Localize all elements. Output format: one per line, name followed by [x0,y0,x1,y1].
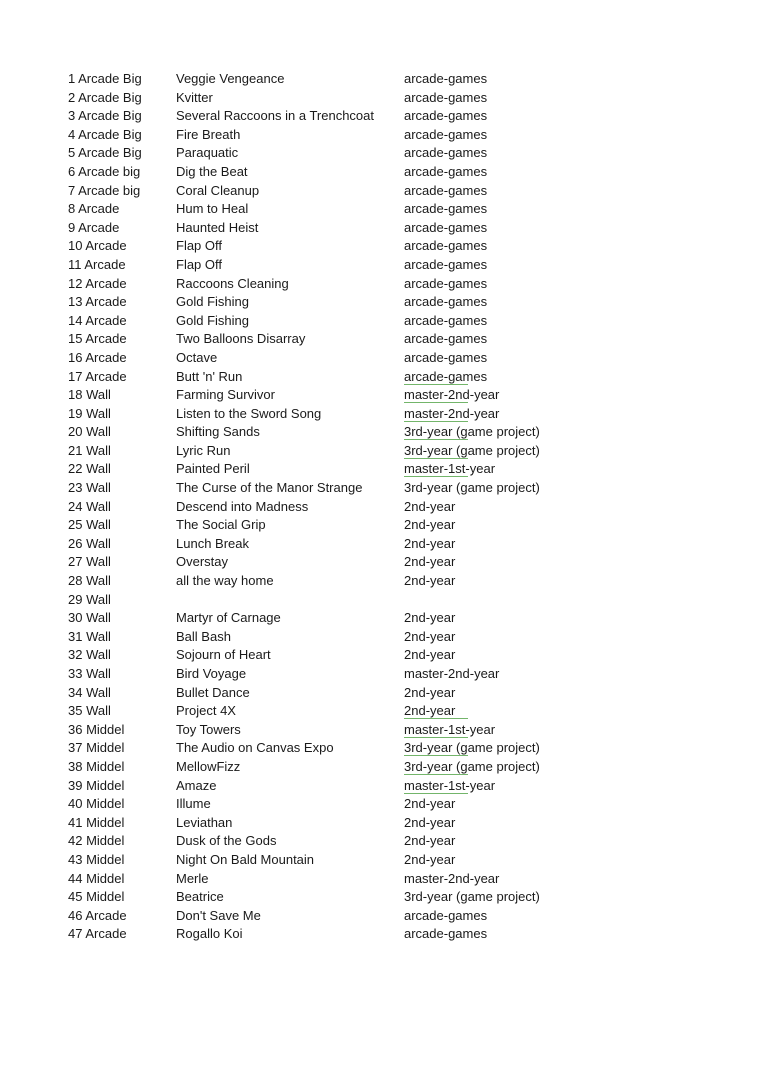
category-cell: 2nd-year [404,814,456,830]
position-cell: 22 Wall [68,461,111,477]
table-row [68,516,628,535]
game-title-cell: Bullet Dance [176,684,250,700]
table-row [68,330,628,349]
game-title-cell: all the way home [176,573,274,589]
game-title-cell: Don't Save Me [176,907,261,923]
position-cell: 12 Arcade [68,275,127,291]
game-title-cell: Coral Cleanup [176,182,260,198]
category-cell: 2nd-year [404,554,456,570]
category-cell: arcade-games [404,926,488,942]
table-row [68,572,628,591]
category-cell: master-2nd-year [404,870,500,886]
category-cell: master-2nd-year [404,386,624,405]
table-row [68,721,628,740]
position-cell: 32 Wall [68,647,111,663]
position-cell: 4 Arcade Big [68,126,142,142]
category-cell: arcade-games [404,126,488,142]
position-cell: 39 Middel [68,777,125,793]
game-title-cell: Beatrice [176,889,224,905]
category-cell: 2nd-year [404,702,624,721]
category-cell: 2nd-year [404,628,456,644]
game-title-cell: Martyr of Carnage [176,610,281,626]
table-row [68,275,628,294]
game-title-cell: Bird Voyage [176,666,247,681]
position-cell: 24 Wall [68,498,111,514]
category-cell: 2nd-year [404,573,456,589]
table-row [68,89,628,108]
table-row [68,498,628,517]
table-row [68,405,628,424]
position-cell: 42 Middel [68,833,125,849]
table-row [68,423,628,442]
table-row [68,553,628,572]
category-cell: arcade-games [404,163,488,179]
position-cell: 45 Middel [68,889,125,905]
category-cell: arcade-games [404,201,488,217]
position-cell: 41 Middel [68,814,125,830]
table-row [68,144,628,163]
game-title-cell: Fire Breath [176,126,241,142]
position-cell: 26 Wall [68,535,111,551]
table-row [68,609,628,628]
table-row [68,107,628,126]
position-cell: 18 Wall [68,387,111,403]
game-title-cell: Dig the Beat [176,163,248,179]
position-cell: 14 Arcade [68,312,127,328]
position-cell: 33 Wall [68,666,111,681]
position-cell: 43 Middel [68,851,125,867]
position-cell: 38 Middel [68,758,125,774]
category-cell: master-2nd-year [404,666,500,681]
table-row [68,739,628,758]
game-title-cell: Two Balloons Disarray [176,331,306,347]
game-title-cell: Listen to the Sword Song [176,405,322,421]
category-cell: arcade-games [404,312,488,328]
position-cell: 19 Wall [68,405,111,421]
table-row [68,163,628,182]
position-cell: 27 Wall [68,554,111,570]
position-cell: 17 Arcade [68,368,127,384]
table-row [68,237,628,256]
game-title-cell: The Audio on Canvas Expo [176,740,334,756]
game-title-cell: Dusk of the Gods [176,833,277,849]
position-cell: 29 Wall [68,591,111,607]
game-title-cell: Amaze [176,777,217,793]
table-row [68,591,628,610]
table-row [68,312,628,331]
category-cell: arcade-games [404,71,488,86]
position-cell: 5 Arcade Big [68,145,142,161]
position-cell: 20 Wall [68,424,111,440]
category-cell: 3rd-year (game project) [404,739,624,758]
category-cell: arcade-games [404,256,488,272]
position-cell: 37 Middel [68,740,125,756]
game-title-cell: Ball Bash [176,628,231,644]
category-cell: arcade-games [404,368,624,387]
category-cell: 2nd-year [404,517,456,533]
table-row [68,907,628,926]
category-cell: arcade-games [404,275,488,291]
category-cell: 2nd-year [404,684,456,700]
table-row [68,888,628,907]
game-title-cell: Rogallo Koi [176,926,243,942]
category-cell: 2nd-year [404,647,456,663]
table-row [68,870,628,889]
position-cell: 31 Wall [68,628,111,644]
game-title-cell: The Social Grip [176,517,266,533]
game-title-cell: Kvitter [176,89,213,105]
game-title-cell: Night On Bald Mountain [176,851,315,867]
table-row [68,684,628,703]
game-title-cell: The Curse of the Manor Strange [176,480,363,496]
position-cell: 30 Wall [68,610,111,626]
game-title-cell: Raccoons Cleaning [176,275,289,291]
category-cell: 2nd-year [404,535,456,551]
game-title-cell: Gold Fishing [176,294,249,310]
position-cell: 16 Arcade [68,349,127,365]
category-cell: arcade-games [404,89,488,105]
table-row [68,479,628,498]
table-row [68,70,628,89]
category-cell: arcade-games [404,331,488,347]
category-cell: master-1st-year [404,721,624,740]
table-row [68,219,628,238]
category-cell: 2nd-year [404,851,456,867]
category-cell: 3rd-year (game project) [404,889,540,905]
category-cell: arcade-games [404,349,488,365]
table-row [68,200,628,219]
table-row [68,646,628,665]
game-title-cell: Leviathan [176,814,233,830]
category-cell: arcade-games [404,294,488,310]
table-row [68,368,628,387]
category-cell: arcade-games [404,145,488,161]
position-cell: 40 Middel [68,796,125,812]
game-title-cell: Farming Survivor [176,387,275,403]
table-row [68,665,628,684]
table-row [68,851,628,870]
game-title-cell: Descend into Madness [176,498,309,514]
position-cell: 15 Arcade [68,331,127,347]
position-cell: 6 Arcade big [68,163,141,179]
position-cell: 47 Arcade [68,926,127,942]
table-row [68,777,628,796]
table-row [68,795,628,814]
table-row [68,814,628,833]
table-row [68,126,628,145]
position-cell: 11 Arcade [68,256,126,272]
game-title-cell: Overstay [176,554,229,570]
category-cell: arcade-games [404,907,488,923]
position-cell: 44 Middel [68,870,125,886]
game-title-cell: MellowFizz [176,758,241,774]
game-title-cell: Lyric Run [176,442,231,458]
category-cell: 2nd-year [404,610,456,626]
position-cell: 10 Arcade [68,238,127,254]
game-title-cell: Toy Towers [176,721,241,737]
game-title-cell: Gold Fishing [176,312,249,328]
category-cell: arcade-games [404,182,488,198]
game-title-cell: Flap Off [176,256,223,272]
game-title-cell: Project 4X [176,703,236,719]
game-title-cell: Illume [176,796,211,812]
table-row [68,442,628,461]
table-row [68,535,628,554]
table-row [68,293,628,312]
position-cell: 3 Arcade Big [68,108,142,124]
game-title-cell: Flap Off [176,238,223,254]
table-row [68,832,628,851]
game-title-cell: Several Raccoons in a Trenchcoat [176,108,374,124]
category-cell: arcade-games [404,108,488,124]
table-row [68,460,628,479]
category-cell: 3rd-year (game project) [404,442,624,461]
category-cell: 3rd-year (game project) [404,758,624,777]
position-cell: 46 Arcade [68,907,127,923]
category-cell: 3rd-year (game project) [404,423,624,442]
table-row [68,386,628,405]
category-cell: 2nd-year [404,833,456,849]
position-cell: 23 Wall [68,480,111,496]
position-cell: 36 Middel [68,721,125,737]
category-cell: arcade-games [404,238,488,254]
position-cell: 2 Arcade Big [68,89,142,105]
table-row [68,758,628,777]
game-title-cell: Sojourn of Heart [176,647,271,663]
game-title-cell: Veggie Vengeance [176,71,285,86]
position-cell: 34 Wall [68,684,111,700]
table-row [68,628,628,647]
category-cell: arcade-games [404,219,488,235]
table-row [68,182,628,201]
table-row [68,925,628,944]
position-cell: 7 Arcade big [68,182,141,198]
category-cell: master-1st-year [404,777,624,796]
category-cell: master-1st-year [404,460,624,479]
position-cell: 21 Wall [68,442,111,458]
game-title-cell: Hum to Heal [176,201,249,217]
category-cell: 2nd-year [404,498,456,514]
game-title-cell: Paraquatic [176,145,239,161]
game-title-cell: Merle [176,870,209,886]
position-cell: 25 Wall [68,517,111,533]
position-cell: 9 Arcade [68,219,120,235]
category-cell: 2nd-year [404,796,456,812]
position-cell: 35 Wall [68,703,111,719]
game-title-cell: Painted Peril [176,461,250,477]
table-row [68,702,628,721]
game-title-cell: Octave [176,349,218,365]
table-row [68,349,628,368]
category-cell: 3rd-year (game project) [404,480,540,496]
game-title-cell: Shifting Sands [176,424,260,440]
game-title-cell: Butt 'n' Run [176,368,243,384]
game-title-cell: Lunch Break [176,535,249,551]
table-row [68,256,628,275]
position-cell: 1 Arcade Big [68,71,142,86]
game-list-table [68,70,628,944]
game-title-cell: Haunted Heist [176,219,259,235]
position-cell: 13 Arcade [68,294,127,310]
position-cell: 28 Wall [68,573,111,589]
category-cell: master-2nd-year [404,405,624,424]
position-cell: 8 Arcade [68,201,120,217]
